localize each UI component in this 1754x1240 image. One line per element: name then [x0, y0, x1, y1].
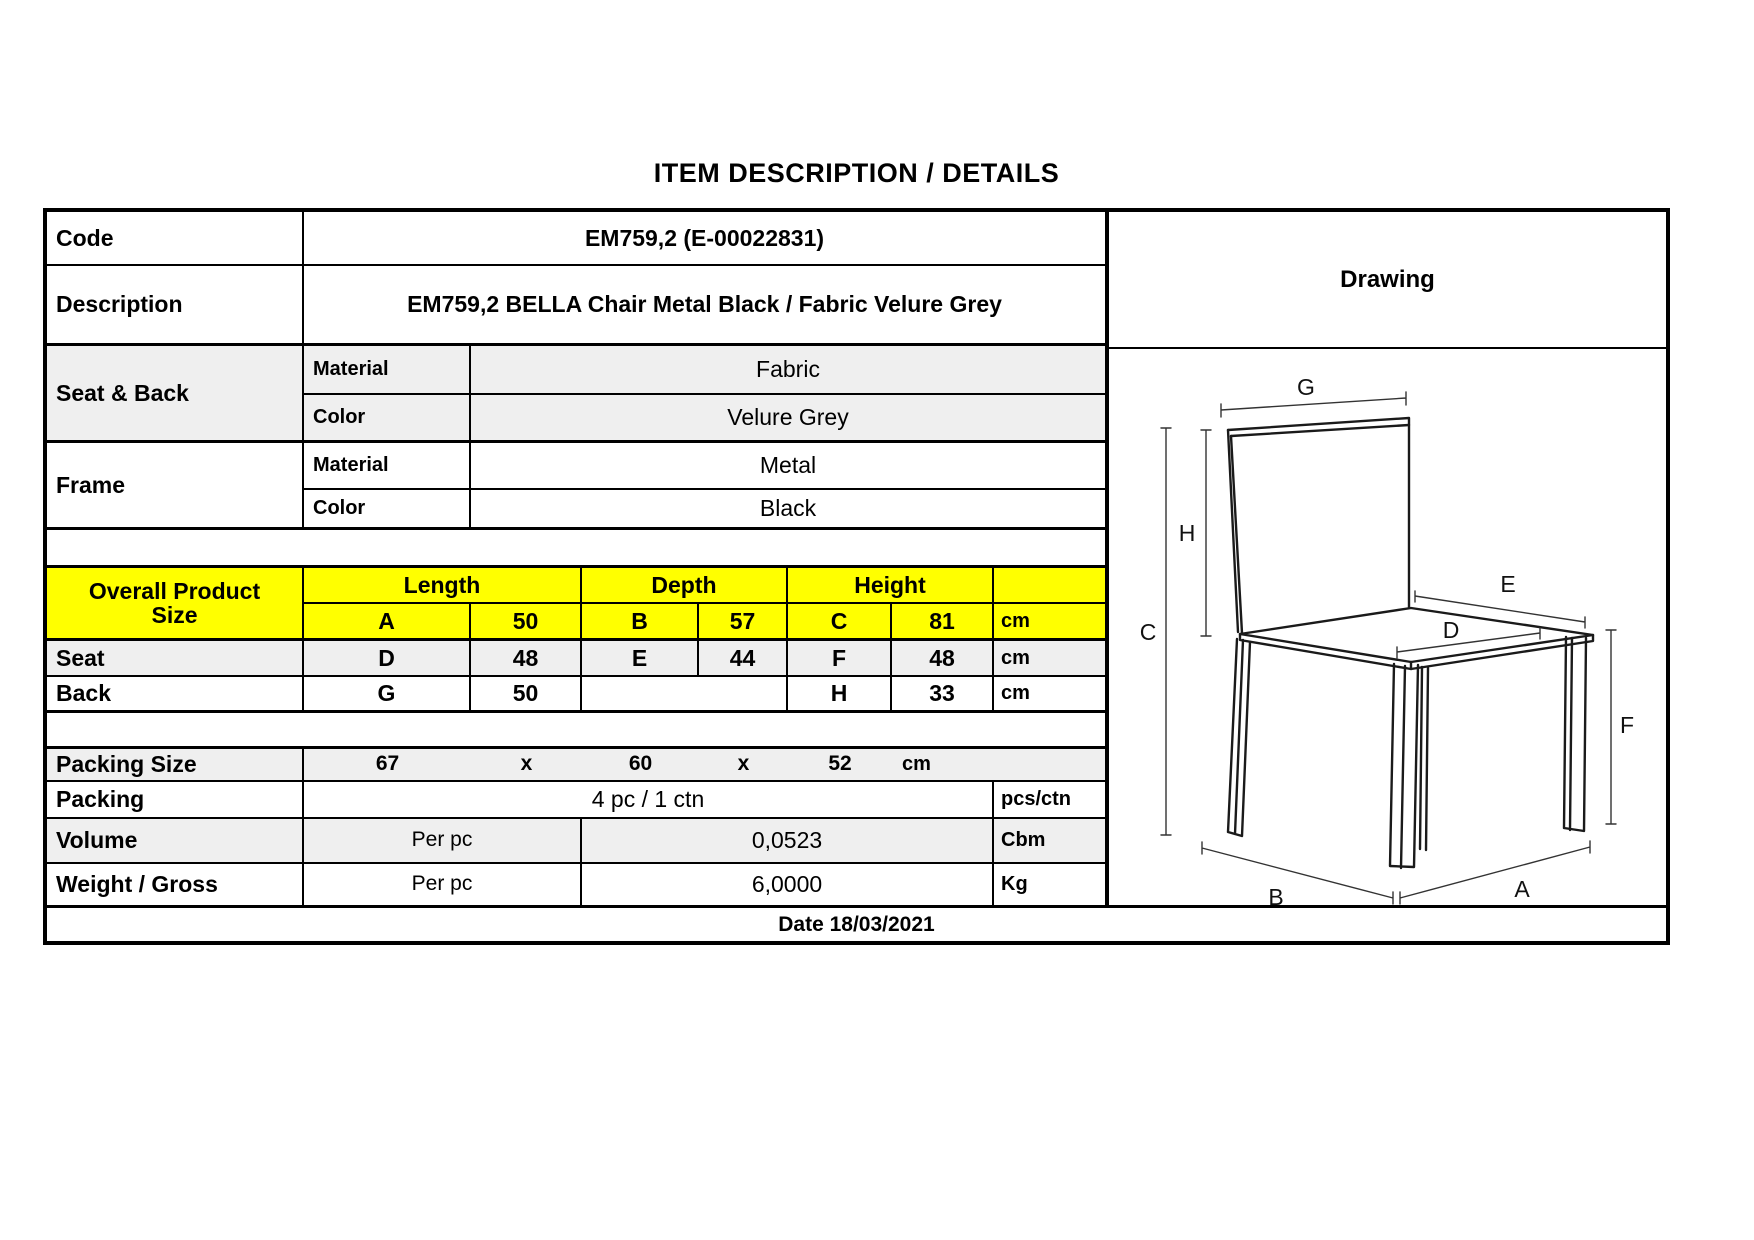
packing-size-unit: cm	[902, 753, 931, 775]
seat-unit: cm	[994, 641, 1105, 677]
weight-label: Weight / Gross	[47, 864, 304, 905]
packing-size-dim1: 67	[375, 752, 400, 776]
weight-unit: Kg	[1001, 873, 1028, 895]
drawing-header: Drawing	[1109, 212, 1666, 349]
description-label: Description	[47, 266, 304, 346]
frame-material-label: Material	[304, 443, 471, 490]
seat-depth-key: E	[582, 641, 699, 677]
seat-height-value: 48	[892, 641, 994, 677]
seat-back-color-value: Velure Grey	[471, 395, 1105, 443]
frame-material-value: Metal	[471, 443, 1105, 490]
frame-color-value: Black	[471, 490, 1105, 530]
seat-back-material-value: Fabric	[471, 346, 1105, 395]
seat-depth-value: 44	[699, 641, 788, 677]
dim-label-a: A	[1514, 876, 1530, 902]
chair-leg-back-right	[1420, 667, 1428, 850]
back-unit: cm	[994, 677, 1105, 713]
overall-size-label	[47, 568, 304, 641]
back-depth-empty	[582, 677, 788, 713]
dim-line-b	[1202, 842, 1393, 904]
code-value: EM759,2 (E-00022831)	[304, 212, 1105, 266]
spacer-row-2	[47, 713, 1105, 749]
length-header: Length	[304, 568, 582, 604]
date-value: Date 18/03/2021	[778, 912, 935, 936]
volume-unit: Cbm	[994, 819, 1105, 864]
dim-line-a	[1400, 841, 1590, 904]
overall-depth-value: 57	[699, 604, 788, 641]
volume-label: Volume	[47, 819, 304, 864]
weight-basis: Per pc	[304, 864, 582, 905]
page-title: ITEM DESCRIPTION / DETAILS	[653, 158, 1060, 188]
back-height-value: 33	[892, 677, 994, 713]
chair-leg-back-left	[1228, 639, 1250, 836]
seat-back-material-label: Material	[304, 346, 471, 395]
spacer-row-1	[47, 530, 1105, 568]
dim-line-h	[1201, 430, 1211, 636]
dim-label-e: E	[1500, 571, 1516, 597]
chair-drawing	[1109, 349, 1666, 905]
packing-size-dim3: 52	[828, 752, 852, 776]
depth-header: Depth	[582, 568, 788, 604]
packing-size-sep2: x	[737, 752, 750, 776]
spec-table	[47, 212, 1109, 905]
dim-label-h: H	[1178, 520, 1196, 546]
unit-header-empty	[994, 568, 1105, 604]
packing-value: 4 pc / 1 ctn	[304, 782, 994, 819]
seat-height-key: F	[788, 641, 892, 677]
overall-unit: cm	[994, 604, 1105, 641]
packing-unit: pcs/ctn	[994, 782, 1105, 819]
overall-size-label-line1: Overall Product	[88, 577, 261, 604]
seat-back-label: Seat & Back	[47, 346, 304, 443]
height-header: Height	[788, 568, 994, 604]
dim-label-b: B	[1268, 884, 1284, 905]
seat-length-value: 48	[471, 641, 582, 677]
dim-line-f	[1606, 630, 1616, 824]
back-label: Back	[47, 677, 304, 713]
weight-value: 6,0000	[582, 864, 994, 905]
packing-size-values	[304, 749, 1105, 782]
overall-length-value: 50	[471, 604, 582, 641]
seat-back-color-label: Color	[304, 395, 471, 443]
back-length-value: 50	[471, 677, 582, 713]
chair-leg-right	[1564, 637, 1586, 831]
overall-depth-key: B	[582, 604, 699, 641]
packing-size-dim2: 60	[628, 752, 653, 776]
back-length-key: G	[304, 677, 471, 713]
date-row	[47, 905, 1666, 941]
chair-backrest-inner-top	[1231, 425, 1409, 436]
frame-label: Frame	[47, 443, 304, 530]
volume-basis: Per pc	[304, 819, 582, 864]
dim-label-g: G	[1297, 374, 1315, 400]
packing-size-sep1: x	[520, 752, 533, 776]
drawing-panel	[1109, 212, 1666, 905]
overall-height-value: 81	[892, 604, 994, 641]
seat-length-key: D	[304, 641, 471, 677]
frame-color-label: Color	[304, 490, 471, 530]
dim-label-c: C	[1139, 619, 1157, 645]
dim-label-d: D	[1442, 617, 1460, 643]
chair-backrest	[1228, 418, 1409, 608]
overall-height-key: C	[788, 604, 892, 641]
packing-size-label: Packing Size	[47, 749, 304, 782]
packing-label: Packing	[47, 782, 304, 819]
seat-label: Seat	[47, 641, 304, 677]
description-value: EM759,2 BELLA Chair Metal Black / Fabric Velure Grey	[304, 266, 1105, 346]
back-height-key: H	[788, 677, 892, 713]
volume-value: 0,0523	[582, 819, 994, 864]
overall-length-key: A	[304, 604, 471, 641]
spec-sheet	[43, 208, 1670, 945]
code-label: Code	[47, 212, 304, 266]
overall-size-label-line2: Size	[151, 602, 198, 628]
dim-line-c	[1161, 428, 1171, 835]
dim-label-f: F	[1619, 712, 1635, 738]
chair-leg-front	[1390, 664, 1418, 868]
